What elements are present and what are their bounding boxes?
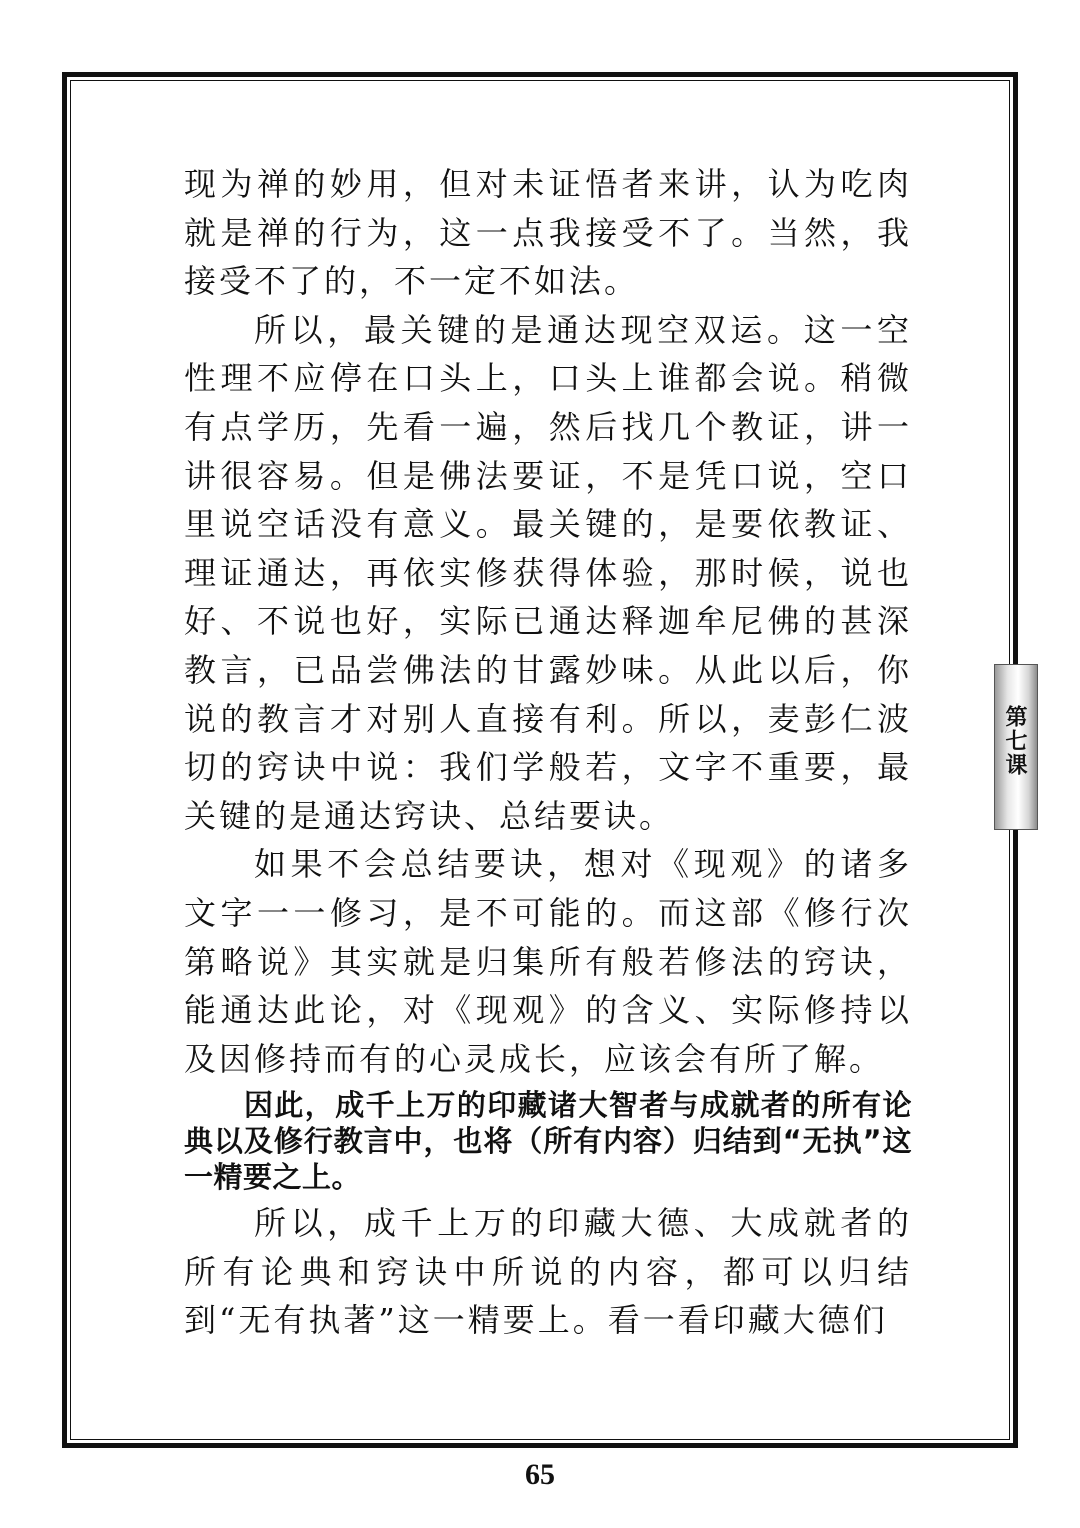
paragraph-summary: 如果不会总结要诀，想对《现观》的诸多文字一一修习，是不可能的。而这部《修行次第略说》其实就是归集所有般若修法的窍诀，能通达此论，对《现观》的含义、实际修持以及因修持而有的心灵成长，应该会有所了解。: [184, 845, 912, 1078]
page-body: [184, 160, 912, 1345]
paragraph-continued: 现为禅的妙用，但对未证悟者来讲，认为吃肉就是禅的行为，这一点我接受不了。当然，我接受不了的，不一定不如法。: [184, 165, 912, 301]
paragraph-key-point: 所以，最关键的是通达现空双运。这一空性理不应停在口头上，口头上谁都会说。稍微有点学历，先看一遍，然后找几个教证，讲一讲很容易。但是佛法要证，不是凭口说，空口里说空话没有意义。最关键的，是要依教证、理证通达，再依实修获得体验，那时候，说也好、不说也好，实际已通达释迦牟尼佛的甚深教言，已品尝佛法的甘露妙味。从此以后，你说的教言才对别人直接有利。所以，麦彭仁波切的窍诀中说：我们学般若，文字不重要，最关键的是通达窍诀、总结要诀。: [184, 310, 912, 835]
root-text-verse: 因此，成千上万的印藏诸大智者与成就者的所有论典以及修行教言中，也将（所有内容）归结到“无执”这一精要之上。: [184, 1088, 912, 1195]
page-number: 65: [525, 1458, 555, 1491]
chapter-side-tab: [994, 664, 1038, 830]
paragraph-commentary: 所以，成千上万的印藏大德、大成就者的所有论典和窍诀中所说的内容，都可以归结到“无有执著”这一精要上。看一看印藏大德们: [184, 1204, 912, 1340]
chapter-side-tab-label: 第七课: [1002, 705, 1028, 777]
